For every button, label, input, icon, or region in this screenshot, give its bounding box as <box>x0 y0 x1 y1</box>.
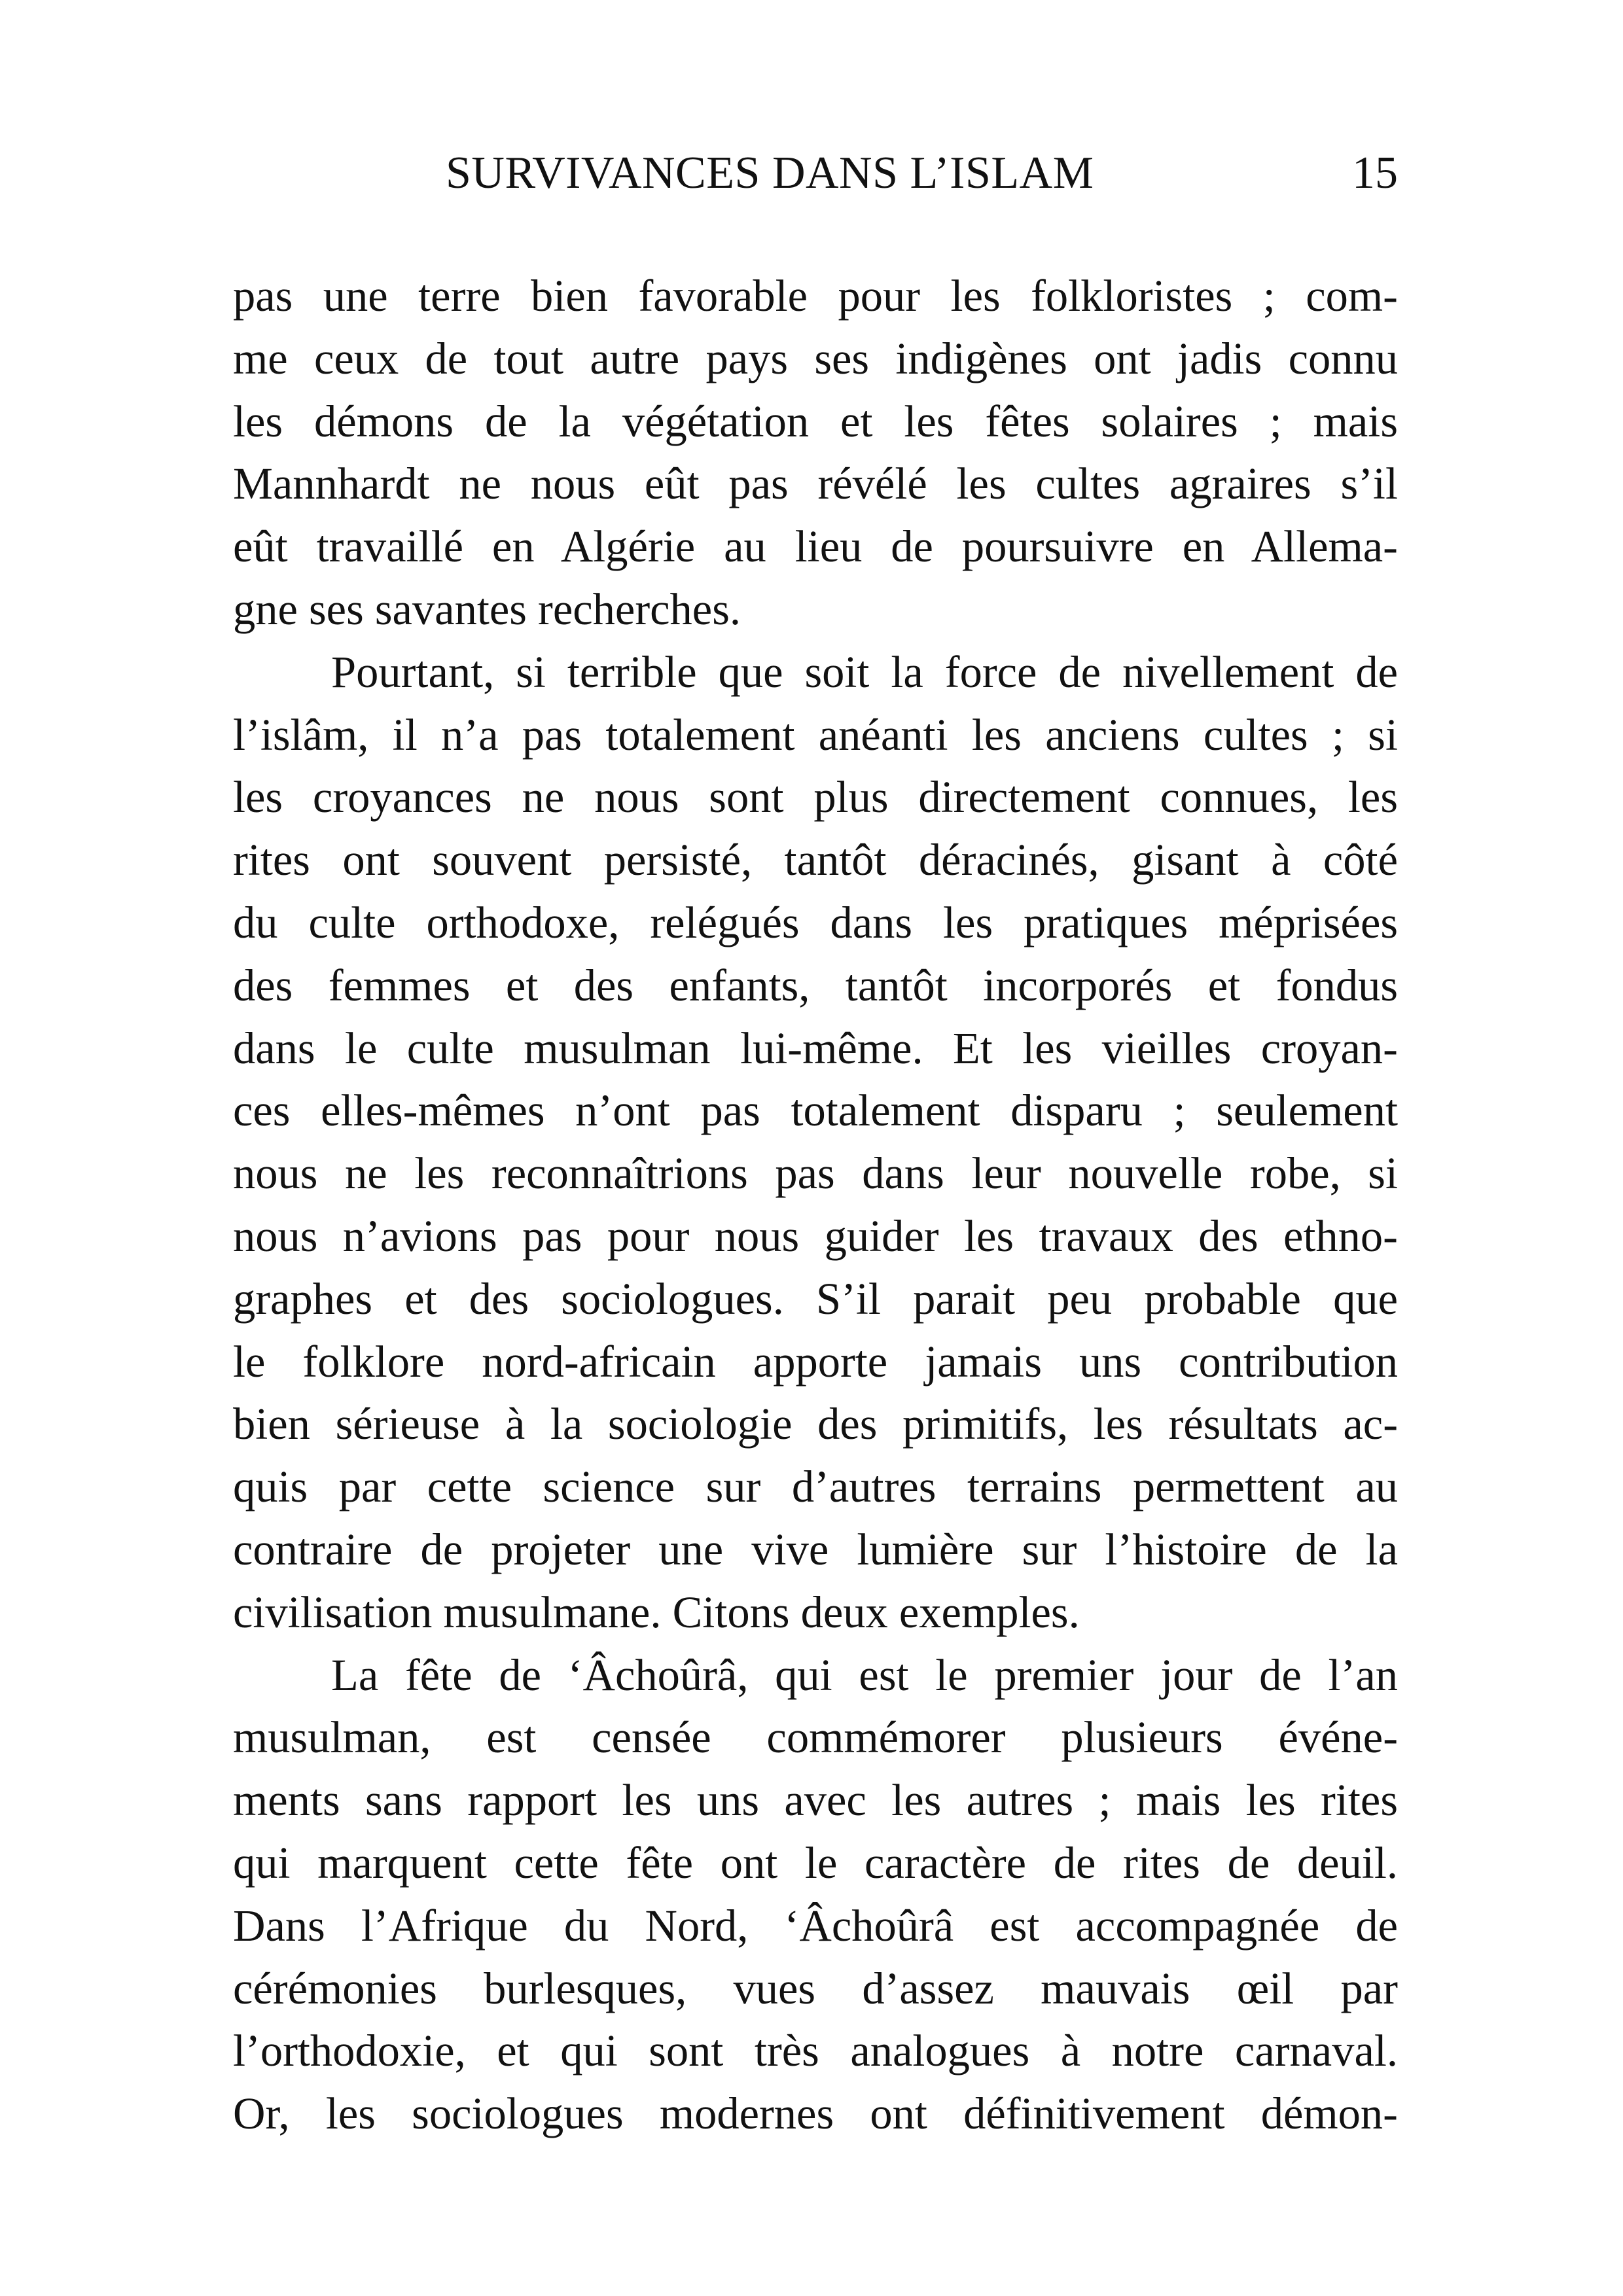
text-line: des femmes et des enfants, tantôt incorporés et fondus <box>233 960 1398 1010</box>
running-title: SURVIVANCES DANS L’ISLAM <box>446 148 1094 198</box>
text-line: ments sans rapport les uns avec les autres ; mais les rites <box>233 1775 1398 1826</box>
text-line: nous n’avions pas pour nous guider les travaux des ethno- <box>233 1210 1398 1261</box>
text-line: musulman, est censée commémorer plusieurs événe- <box>233 1712 1398 1763</box>
text-line: les croyances ne nous sont plus directement connues, les <box>233 772 1398 822</box>
text-line: qui marquent cette fête ont le caractère de rites de deuil. <box>233 1837 1398 1888</box>
text-line: pas une terre bien favorable pour les folkloristes ; com- <box>233 271 1398 321</box>
text-line: ces elles-mêmes n’ont pas totalement disparu ; seulement <box>233 1086 1398 1136</box>
running-head <box>233 147 1398 200</box>
body-text <box>233 265 1398 2146</box>
text-line: contraire de projeter une vive lumière sur l’histoire de la <box>233 1524 1398 1574</box>
paragraph <box>233 641 1398 1644</box>
text-line: bien sérieuse à la sociologie des primitifs, les résultats ac- <box>233 1399 1398 1449</box>
text-line: dans le culte musulman lui-même. Et les vieilles croyan- <box>233 1023 1398 1073</box>
text-line: l’islâm, il n’a pas totalement anéanti les anciens cultes ; si <box>233 709 1398 760</box>
paragraph <box>233 1644 1398 2146</box>
text-line: nous ne les reconnaîtrions pas dans leur nouvelle robe, si <box>233 1148 1398 1199</box>
text-line: Pourtant, si terrible que soit la force de nivellement de <box>331 646 1398 697</box>
text-line: graphes et des sociologues. S’il parait peu probable que <box>233 1273 1398 1324</box>
text-line: civilisation musulmane. Citons deux exemples. <box>233 1587 1080 1637</box>
text-line: rites ont souvent persisté, tantôt déracinés, gisant à côté <box>233 835 1398 885</box>
text-line: du culte orthodoxe, relégués dans les pratiques méprisées <box>233 897 1398 947</box>
text-line: La fête de ‘Âchoûrâ, qui est le premier jour de l’an <box>331 1650 1398 1700</box>
text-line: gne ses savantes recherches. <box>233 584 741 634</box>
text-line: le folklore nord-africain apporte jamais uns contribution <box>233 1336 1398 1386</box>
text-line: les démons de la végétation et les fêtes solaires ; mais <box>233 396 1398 446</box>
text-line: Dans l’Afrique du Nord, ‘Âchoûrâ est accompagnée de <box>233 1900 1398 1951</box>
text-line: quis par cette science sur d’autres terrains permettent au <box>233 1462 1398 1512</box>
paragraph <box>233 265 1398 641</box>
text-line: Or, les sociologues modernes ont définitivement démon- <box>233 2089 1398 2139</box>
text-line: l’orthodoxie, et qui sont très analogues à notre carnaval. <box>233 2026 1398 2076</box>
text-line: cérémonies burlesques, vues d’assez mauvais œil par <box>233 1963 1398 2013</box>
text-line: eût travaillé en Algérie au lieu de poursuivre en Allema- <box>233 521 1398 572</box>
text-line: me ceux de tout autre pays ses indigènes ont jadis connu <box>233 333 1398 383</box>
text-line: Mannhardt ne nous eût pas révélé les cultes agraires s’il <box>233 459 1398 509</box>
page-number: 15 <box>1352 148 1398 198</box>
